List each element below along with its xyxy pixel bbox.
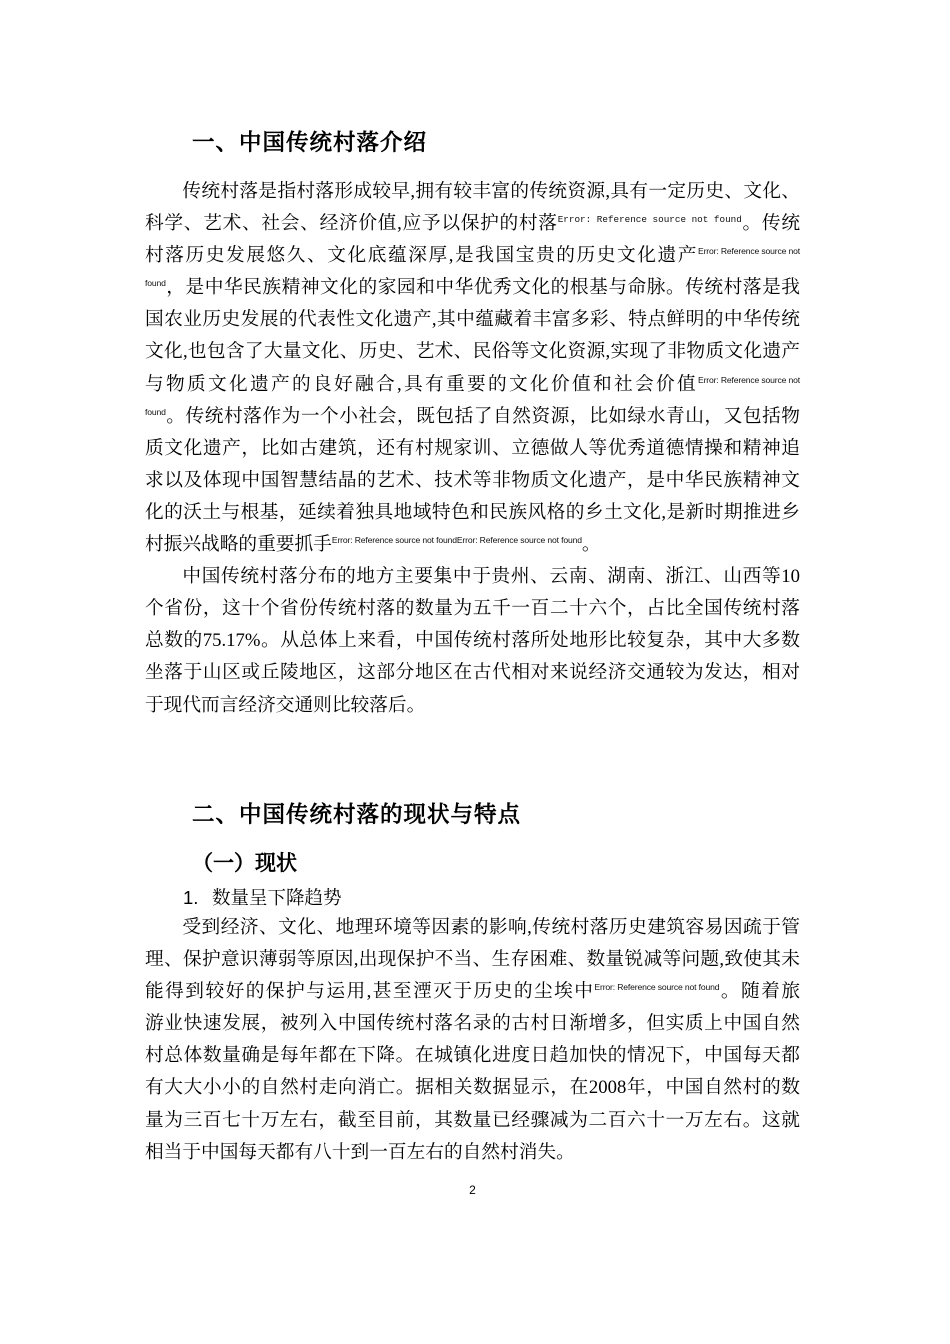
line-text: 相当于中国每天都有八十到一百左右的自然村消失。 [145,1141,575,1163]
paragraph [145,912,800,1169]
paragraph [145,561,800,721]
section-introduction-body [145,176,800,722]
text-line [145,336,800,368]
line-text: 。 [581,534,601,556]
text-line [145,1105,800,1137]
line-text: 理、保护意识薄弱等原因,出现保护不当、生存困难、数量锐减等问题,致使其未 [145,949,800,971]
section-status-body [145,912,800,1169]
text-line [145,976,800,1008]
citation-error: Error: Reference source not found [594,982,720,993]
section-heading-status-features: 二、中国传统村落的现状与特点 [192,802,522,827]
line-text: 科学、艺术、社会、经济价值,应予以保护的村落 [145,213,558,235]
text-line [145,240,800,272]
line-text: 游业快速发展，被列入中国传统村落名录的古村日渐增多，但实质上中国自然 [145,1013,800,1035]
citation-error: found [145,278,166,289]
line-text: 传统村落是指村落形成较早,拥有较丰富的传统资源,具有一定历史、文化、 [182,181,800,202]
line-text: 受到经济、文化、地理环境等因素的影响,传统村落历史建筑容易因疏于管 [182,917,800,938]
citation-error: found [145,406,166,417]
text-line [145,944,800,976]
citation-error: Error: Reference source not [698,246,800,257]
paragraph [145,176,800,561]
line-text: 量为三百七十万左右，截至目前，其数量已经骤减为二百六十一万左右。这就 [145,1109,800,1131]
line-text: 求以及体现中国智慧结晶的艺术、技术等非物质文化遗产，是中华民族精神文 [145,469,800,491]
text-line [145,1040,800,1072]
text-line [145,272,800,304]
page-number: 2 [469,1183,476,1197]
line-text: 有大大小小的自然村走向消亡。据相关数据显示，在2008年，中国自然村的数 [145,1077,800,1099]
text-line [145,912,800,944]
line-text: 个省份，这十个省份传统村落的数量为五千一百二十六个，占比全国传统村落 [145,598,800,620]
line-text: 能得到较好的保护与运用,甚至湮灭于历史的尘埃中 [145,981,595,1003]
section-heading-introduction: 一、中国传统村落介绍 [192,130,428,155]
citation-error: Error: Reference source not [698,374,800,385]
line-text: 。传统村落作为一个小社会，既包括了自然资源，比如绿水青山，又包括物 [165,405,800,427]
text-line [145,208,800,240]
text-line [145,176,800,208]
line-text: 。传统 [741,213,801,235]
text-line [145,401,800,433]
line-text: 国农业历史发展的代表性文化遗产,其中蕴藏着丰富多彩、特点鲜明的中华传统 [145,309,800,331]
line-text: 。随着旅 [719,981,801,1003]
text-line [145,465,800,497]
line-text: 村振兴战略的重要抓手 [145,534,332,556]
item-heading [183,886,342,910]
line-text: 与物质文化遗产的良好融合,具有重要的文化价值和社会价值 [145,373,698,395]
subsection-heading-status: （一）现状 [192,852,297,875]
text-line [145,625,800,657]
text-line [145,593,800,625]
text-line [145,561,800,593]
line-text: ，是中华民族精神文化的家园和中华优秀文化的根基与命脉。传统村落是我 [165,277,800,299]
citation-error: Error: Reference source not found [557,214,742,226]
line-text: 于现代而言经济交通则比较落后。 [145,694,426,716]
line-text: 村总体数量确是每年都在下降。在城镇化进度日趋加快的情况下，中国每天都 [145,1045,800,1067]
text-line [145,369,800,401]
line-text: 质文化遗产，比如古建筑，还有村规家训、立德做人等优秀道德情操和精神追 [145,437,800,459]
line-text: 文化,也包含了大量文化、历史、艺术、民俗等文化资源,实现了非物质文化遗产 [145,341,800,363]
text-line [145,1137,800,1169]
text-line [145,304,800,336]
text-line [145,433,800,465]
text-line [145,1072,800,1104]
citation-error: Error: Reference source not foundError: Reference source not found [331,535,582,546]
line-text: 中国传统村落分布的地方主要集中于贵州、云南、湖南、浙江、山西等10 [182,566,800,588]
line-text: 坐落于山区或丘陵地区，这部分地区在古代相对来说经济交通较为发达，相对 [145,662,800,684]
text-line [145,657,800,689]
text-line [145,529,800,561]
item-title: 数量呈下降趋势 [212,887,342,908]
text-line [145,690,800,722]
item-number: 1. [183,887,199,908]
text-line [145,1008,800,1040]
text-line [145,497,800,529]
line-text: 总数的75.17%。从总体上来看，中国传统村落所处地形比较复杂，其中大多数 [145,630,800,652]
line-text: 村落历史发展悠久、文化底蕴深厚,是我国宝贵的历史文化遗产 [145,245,698,267]
line-text: 化的沃土与根基，延续着独具地域特色和民族风格的乡土文化,是新时期推进乡 [145,501,800,523]
